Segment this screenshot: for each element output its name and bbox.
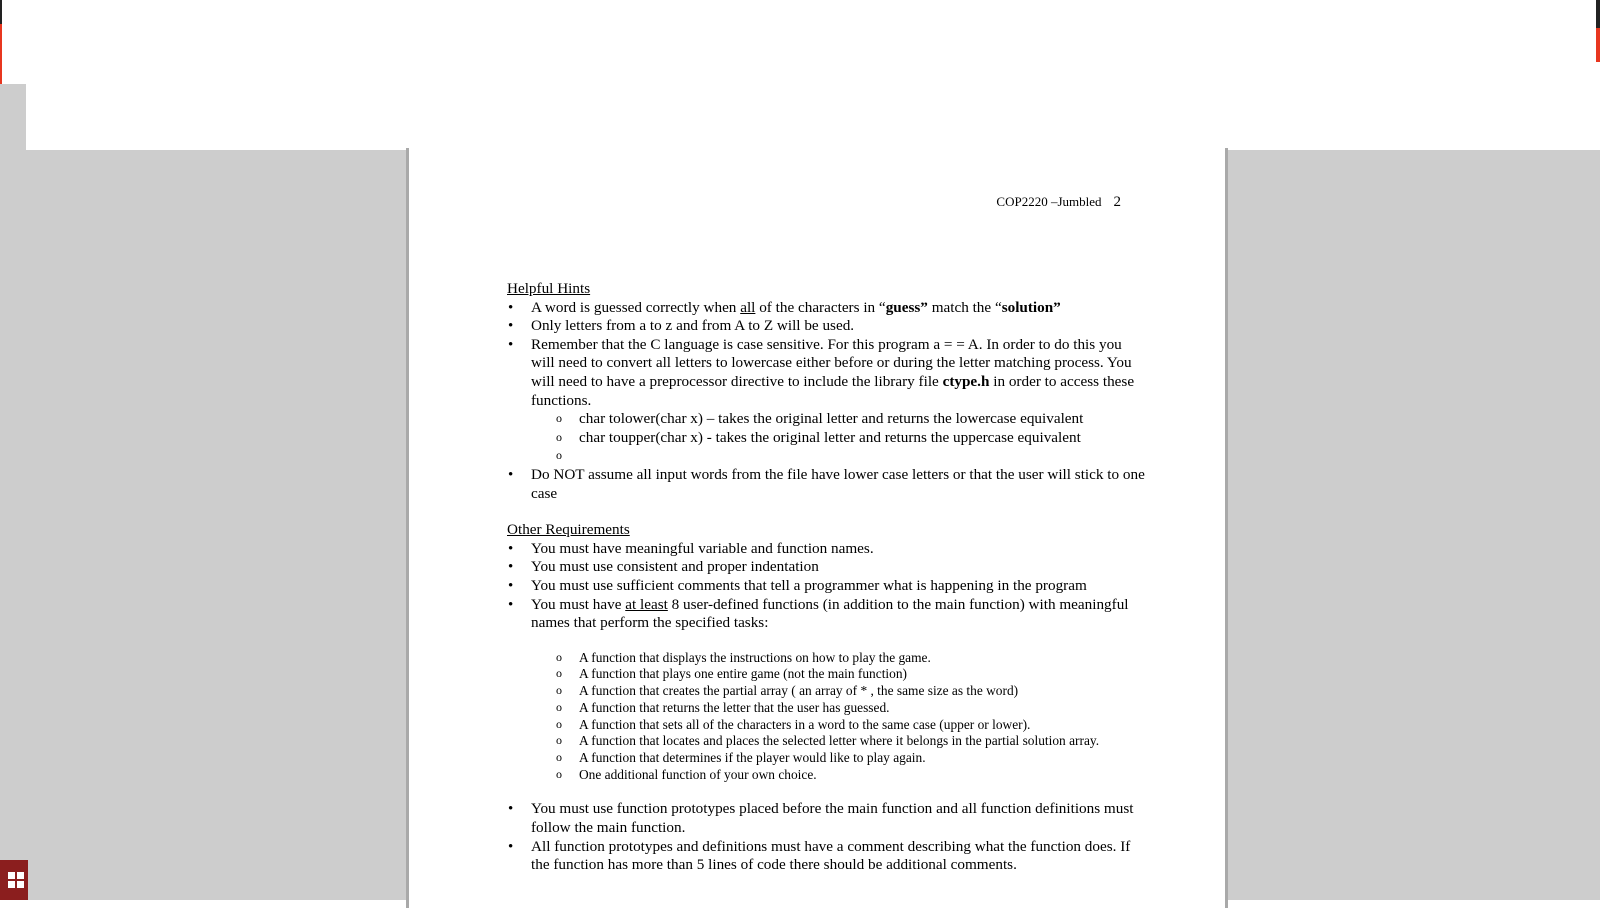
requirements-list [507, 540, 1147, 875]
text-run-underlined: at least [625, 595, 668, 613]
task-item: o A function that creates the partial array ( an array of * , the same size as the word) [555, 683, 1147, 700]
task-item: o A function that displays the instructions on how to play the game. [555, 650, 1147, 667]
page-header [996, 194, 1121, 211]
sub-list-item: o char tolower(char x) – takes the original letter and returns the lowercase equivalent [555, 410, 1147, 429]
list-item: • Do NOT assume all input words from the file have lower case letters or that the user will stick to one case [507, 466, 1147, 503]
right-edge-marker-top [1596, 0, 1600, 28]
app-top-bar [0, 0, 1600, 84]
list-item: • You must have meaningful variable and function names. [507, 540, 1147, 559]
text-run: in order to access these functions. [531, 372, 1135, 409]
sub-list-item: o char toupper(char x) - takes the original letter and returns the uppercase equivalent [555, 429, 1147, 448]
text-run: Remember that the C language is case sensitive. For this program a = = A. In order to do this you will need to convert all letters to lowercase either before or during the letter matching process. You will need to have a preprocessor directive to include the library file [531, 335, 1132, 390]
sub-list-item-empty [555, 447, 1147, 466]
task-list [531, 650, 1147, 784]
course-title: COP2220 –Jumbled [996, 194, 1102, 209]
list-item [507, 596, 1147, 784]
text-run-underlined: all [740, 298, 756, 316]
list-item: • Only letters from a to z and from A to Z will be used. [507, 317, 1147, 336]
task-item: o One additional function of your own choice. [555, 767, 1147, 784]
page-number: 2 [1113, 194, 1121, 210]
text-run-bold: guess” [885, 298, 928, 316]
left-edge-marker-top [0, 0, 2, 24]
list-item: • You must use sufficient comments that tell a programmer what is happening in the program [507, 577, 1147, 596]
task-item: o A function that sets all of the characters in a word to the same case (upper or lower). [555, 717, 1147, 734]
task-item: o A function that plays one entire game (not the main function) [555, 666, 1147, 683]
text-run: of the characters in “ [755, 298, 886, 316]
list-item [507, 299, 1147, 318]
taskbar-start-button[interactable] [0, 860, 28, 900]
helpful-hints-heading: Helpful Hints [507, 280, 591, 297]
sub-list [531, 410, 1147, 466]
list-item: • You must use function prototypes placed before the main function and all function definitions must follow the main function. [507, 800, 1147, 837]
text-run: A word is guessed correctly when [531, 298, 741, 316]
task-item: o A function that determines if the player would like to play again. [555, 750, 1147, 767]
text-run: 8 user-defined functions (in addition to the main function) with meaningful names that perform the specified tasks: [531, 595, 1129, 632]
document-page [409, 148, 1225, 908]
text-run: You must have [531, 595, 626, 613]
other-requirements-heading: Other Requirements [507, 521, 630, 539]
viewer-header-panel [26, 84, 1600, 150]
list-item: • All function prototypes and definitions must have a comment describing what the function does. If the function has more than 5 lines of code there should be additional comments. [507, 838, 1147, 875]
text-run: match the “ [927, 298, 1002, 316]
windows-start-icon [8, 872, 24, 888]
task-item: o A function that locates and places the selected letter where it belongs in the partial solution array. [555, 733, 1147, 750]
text-run-bold: ctype.h [942, 372, 990, 390]
hints-list [507, 299, 1147, 504]
task-item: o A function that returns the letter that the user has guessed. [555, 700, 1147, 717]
page-content [507, 280, 1147, 875]
text-run-bold: solution” [1001, 298, 1061, 316]
list-item [507, 336, 1147, 466]
list-item: • You must use consistent and proper indentation [507, 558, 1147, 577]
